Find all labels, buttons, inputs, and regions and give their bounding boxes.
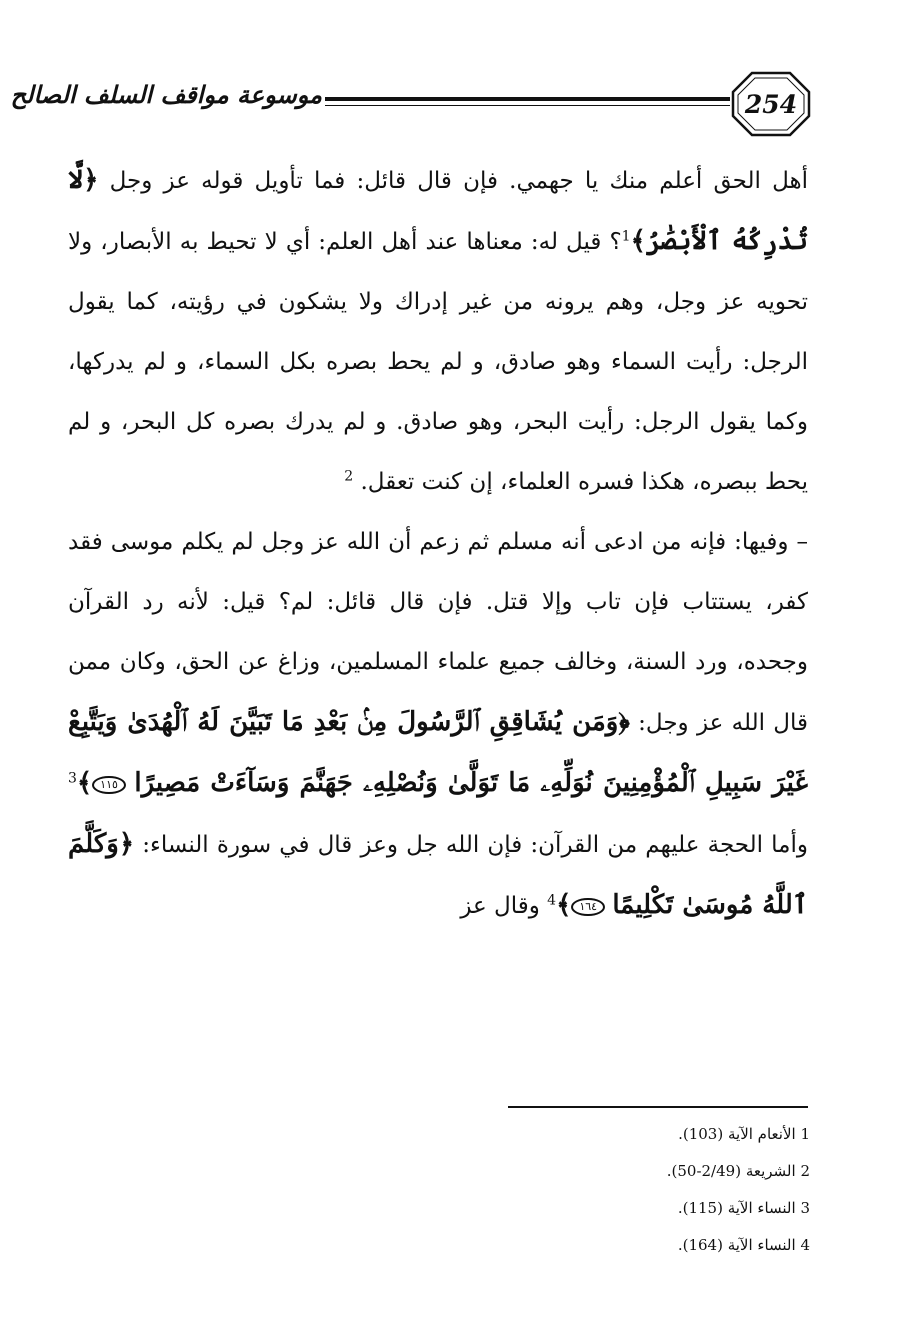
paragraph-1 — [68, 150, 808, 512]
header-rule-thin — [325, 105, 730, 106]
quran-quote: ﴿وَمَن يُشَاقِقِ ٱلرَّسُولَ مِنۢ بَعْدِ مَا تَبَيَّنَ لَهُ ٱلْهُدَىٰ وَيَتَّبِعْ غَيْرَ سَبِيلِ ٱلْمُؤْمِنِينَ نُوَلِّهِۦ مَا تَوَلَّىٰ وَنُصْلِهِۦ جَهَنَّمَ وَسَآءَتْ مَصِيرًا — [68, 707, 809, 798]
paragraph-text: أهل الحق أعلم منك يا جهمي. فإن قال قائل: فما تأويل قوله عز وجل — [109, 168, 809, 194]
footnote-ref[interactable]: 4 — [547, 892, 557, 909]
footnotes — [500, 1116, 810, 1264]
footnote-item: 2 الشريعة (2/49-50). — [666, 1162, 810, 1180]
quran-quote: ﴿لَّا تُدْرِكُهُ ٱلْأَبْصَٰرُ﴾ — [68, 165, 808, 256]
footnote-ref[interactable]: 2 — [344, 468, 354, 485]
footnote-item: 4 النساء الآية (164). — [677, 1236, 810, 1254]
page-number-badge — [730, 70, 812, 138]
footnote-item: 1 الأنعام الآية (103). — [678, 1125, 810, 1143]
ayah-number-icon: ١١٥ — [92, 776, 126, 794]
header-rule — [325, 97, 730, 101]
paragraph-text: – وفيها: فإنه من ادعى أنه مسلم ثم زعم أن الله عز وجل لم يكلم موسى فقد كفر، يستتاب فإن تاب وإلا قتل. فإن قال قائل: لم؟ قيل: لأنه رد القرآن وجحده، ورد السنة، وخالف جميع علماء المسلمين، وزاغ عن الحق، وكان ممن قال الله عز وجل: — [68, 529, 809, 736]
footnote-divider — [508, 1106, 808, 1108]
footnote-item: 3 النساء الآية (115). — [677, 1199, 810, 1217]
footnote-ref[interactable]: 1 — [621, 228, 631, 245]
quote-close: ﴾ — [556, 890, 572, 920]
paragraph-2 — [68, 512, 808, 936]
page-number: 254 — [744, 89, 798, 119]
book-title: موسوعة مواقف السلف الصالح — [10, 80, 322, 109]
main-text — [68, 150, 808, 936]
paragraph-text: وقال عز — [460, 893, 540, 919]
ayah-number-icon: ١٦٤ — [571, 898, 605, 916]
paragraph-text: ؟ قيل له: معناها عند أهل العلم: أي لا تحيط به الأبصار، ولا تحويه عز وجل، وهم يرونه من غير إدراك ولا يشكون في رؤيته، كما يقول الرجل: رأيت السماء وهو صادق، و لم يحط بصره بكل السماء، و لم يدركها، وكما يقول الرجل: رأيت البحر، وهو صادق. و لم يدرك بصره كل البحر، و لم يحط ببصره، هكذا فسره العلماء، إن كنت تعقل. — [68, 229, 808, 495]
footnote-ref[interactable]: 3 — [68, 770, 77, 787]
page-header — [10, 68, 820, 148]
quran-quote: ﴿وَكَلَّمَ ٱللَّهُ مُوسَىٰ تَكْلِيمًا — [68, 829, 808, 920]
paragraph-text: وأما الحجة عليهم من القرآن: فإن الله جل وعز قال في سورة النساء: — [142, 832, 809, 858]
quote-close: ﴾ — [76, 768, 93, 798]
